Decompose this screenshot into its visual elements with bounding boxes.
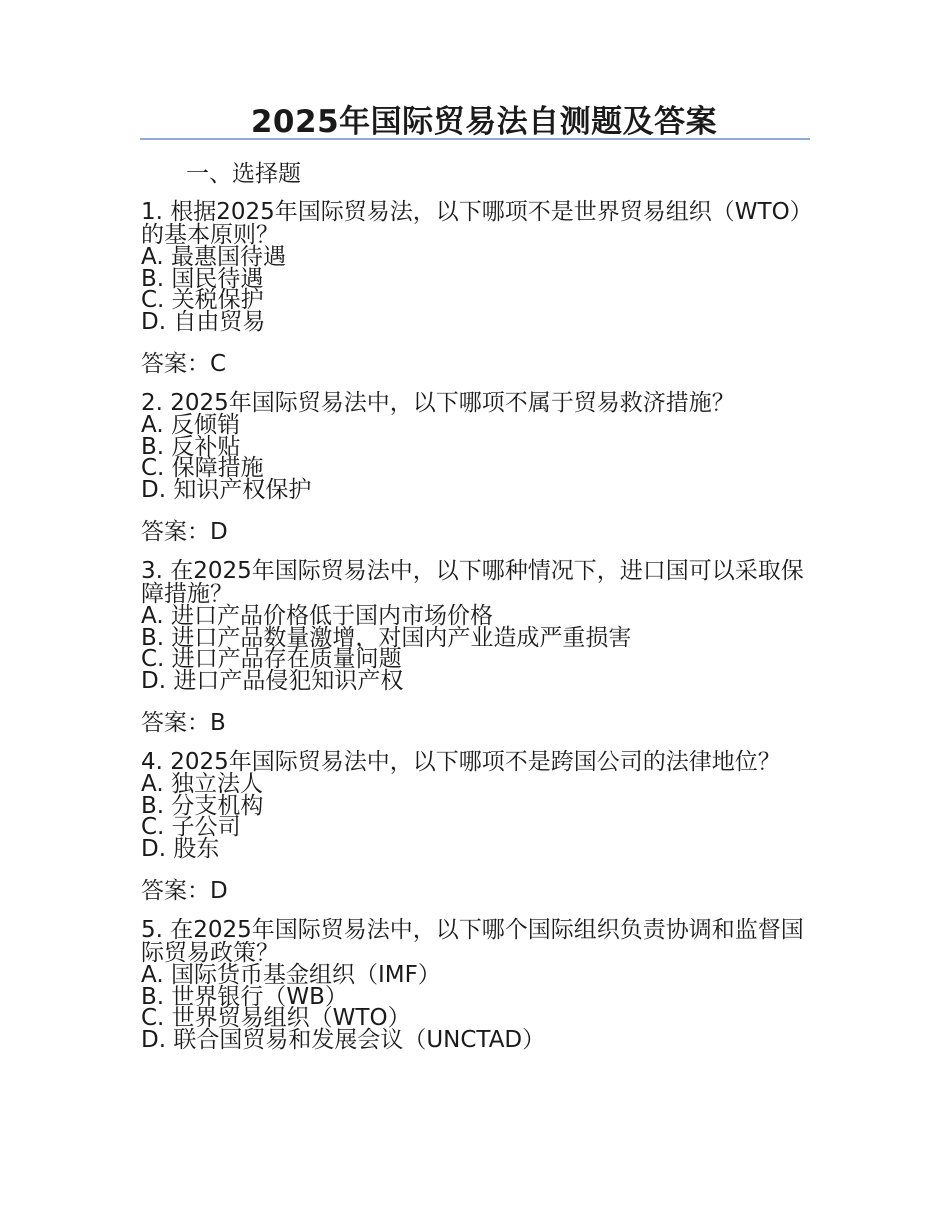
answer-line: 答案：C (141, 351, 227, 377)
option-c: C. 世界贸易组织（WTO） (141, 1005, 411, 1031)
question-2 (141, 392, 813, 548)
question-text: 1. 根据2025年国际贸易法，以下哪项不是世界贸易组织（WTO）的基本原则？ (141, 199, 813, 248)
option-list (141, 244, 813, 335)
option-c: C. 子公司 (141, 814, 241, 840)
option-d: D. 联合国贸易和发展会议（UNCTAD） (141, 1026, 546, 1053)
option-b: B. 分支机构 (141, 792, 264, 819)
question-1 (141, 201, 813, 380)
option-b: B. 国民待遇 (141, 265, 264, 292)
option-c: C. 保障措施 (141, 455, 264, 481)
option-a: A. 国际货币基金组织（IMF） (141, 962, 441, 988)
option-a: A. 进口产品价格低于国内市场价格 (141, 603, 493, 629)
title-underline (140, 138, 810, 140)
option-list (141, 412, 813, 503)
question-3 (141, 560, 813, 739)
option-d: D. 进口产品侵犯知识产权 (141, 667, 404, 694)
option-d: D. 自由贸易 (141, 308, 266, 335)
option-d: D. 股东 (141, 835, 220, 862)
question-text: 5. 在2025年国际贸易法中，以下哪个国际组织负责协调和监督国际贸易政策？ (141, 917, 804, 966)
option-a: A. 最惠国待遇 (141, 244, 286, 270)
option-list (141, 771, 813, 862)
section-heading: 一、选择题 (186, 161, 301, 187)
question-text: 2. 2025年国际贸易法中，以下哪项不属于贸易救济措施？ (141, 390, 735, 416)
option-list (141, 962, 813, 1053)
option-c: C. 进口产品存在质量问题 (141, 646, 402, 672)
option-b: B. 进口产品数量激增，对国内产业造成严重损害 (141, 624, 632, 651)
option-a: A. 独立法人 (141, 771, 263, 797)
option-b: B. 反补贴 (141, 433, 241, 460)
question-text: 4. 2025年国际贸易法中，以下哪项不是跨国公司的法律地位？ (141, 749, 781, 775)
option-d: D. 知识产权保护 (141, 476, 312, 503)
question-list (141, 201, 813, 1051)
answer-line: 答案：B (141, 710, 226, 736)
answer-line: 答案：D (141, 878, 228, 904)
option-c: C. 关税保护 (141, 287, 264, 313)
document-title: 2025年国际贸易法自测题及答案 (250, 104, 718, 140)
question-4 (141, 751, 813, 907)
option-b: B. 世界银行（WB） (141, 983, 348, 1010)
answer-line: 答案：D (141, 519, 228, 545)
question-text: 3. 在2025年国际贸易法中，以下哪种情况下，进口国可以采取保障措施？ (141, 558, 804, 607)
option-list (141, 603, 813, 694)
option-a: A. 反倾销 (141, 412, 240, 438)
question-5 (141, 919, 813, 1051)
